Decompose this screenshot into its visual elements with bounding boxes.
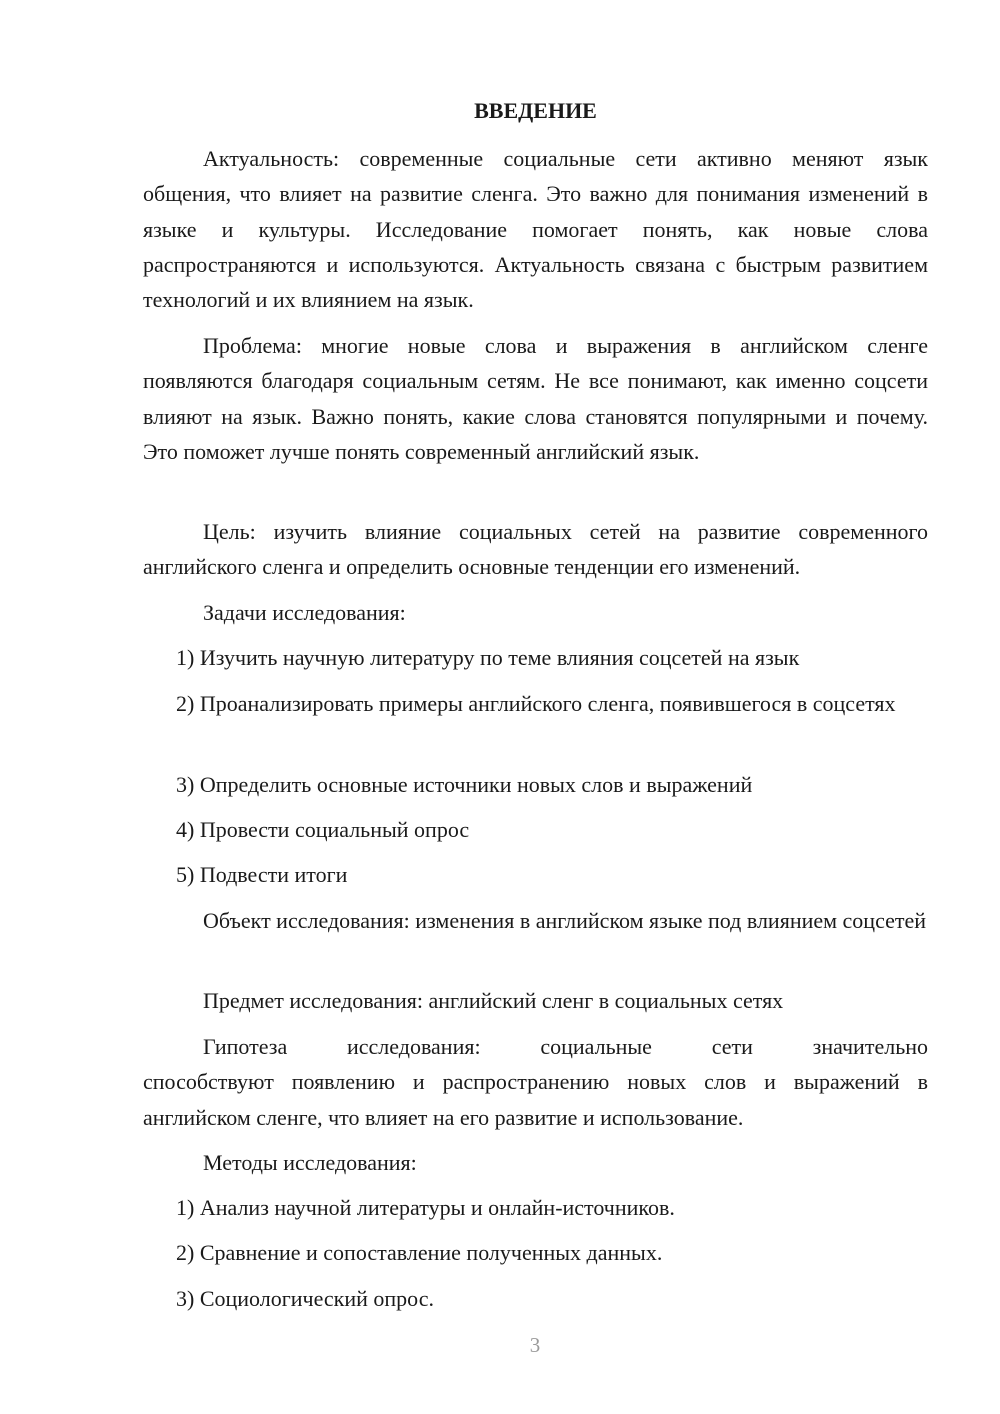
task-item: 4) Провести социальный опрос: [176, 817, 470, 842]
method-item: 2) Сравнение и сопоставление полученных данных.: [176, 1240, 663, 1265]
task-item: 2) Проанализировать примеры английского сленга, появившегося в соцсетях: [176, 691, 896, 716]
task-item: 3) Определить основные источники новых слов и выражений: [176, 772, 753, 797]
method-item: 1) Анализ научной литературы и онлайн-источников.: [176, 1195, 675, 1220]
page-number: 3: [529, 1333, 541, 1357]
hypothesis-rest: способствуют появлению и распространению новых слов и выражений в английском сленге, что влияет на его развитие и использование.: [143, 1069, 928, 1130]
problem-paragraph: Проблема: многие новые слова и выражения в английском сленге появляются благодаря социальным сетям. Не все понимают, как именно соцсети влияют на язык. Важно понять, какие слова становятся популярными и почему. Это поможет лучше понять современный английский язык.: [143, 333, 928, 464]
methods-heading: Методы исследования:: [203, 1150, 417, 1175]
hypothesis-paragraph: [143, 1029, 928, 1135]
object-paragraph: Объект исследования: изменения в английском языке под влиянием соцсетей: [203, 908, 927, 933]
actuality-paragraph: Актуальность: современные социальные сети активно меняют язык общения, что влияет на развитие сленга. Это важно для понимания изменений в языке и культуры. Исследование помогает понять, как новые слова распространяются и используются. Актуальность связана с быстрым развитием технологий и их влиянием на язык.: [143, 146, 928, 313]
method-item: 3) Социологический опрос.: [176, 1286, 434, 1311]
task-item: 1) Изучить научную литературу по теме влияния соцсетей на язык: [176, 645, 800, 670]
section-title: ВВЕДЕНИЕ: [474, 98, 597, 123]
hypothesis-first-line: Гипотеза исследования: социальные сети значительно: [203, 1034, 928, 1059]
subject-paragraph: Предмет исследования: английский сленг в социальных сетях: [203, 988, 784, 1013]
tasks-heading: Задачи исследования:: [203, 600, 406, 625]
task-item: 5) Подвести итоги: [176, 862, 348, 887]
goal-paragraph: Цель: изучить влияние социальных сетей на развитие современного английского сленга и определить основные тенденции его изменений.: [143, 519, 928, 580]
